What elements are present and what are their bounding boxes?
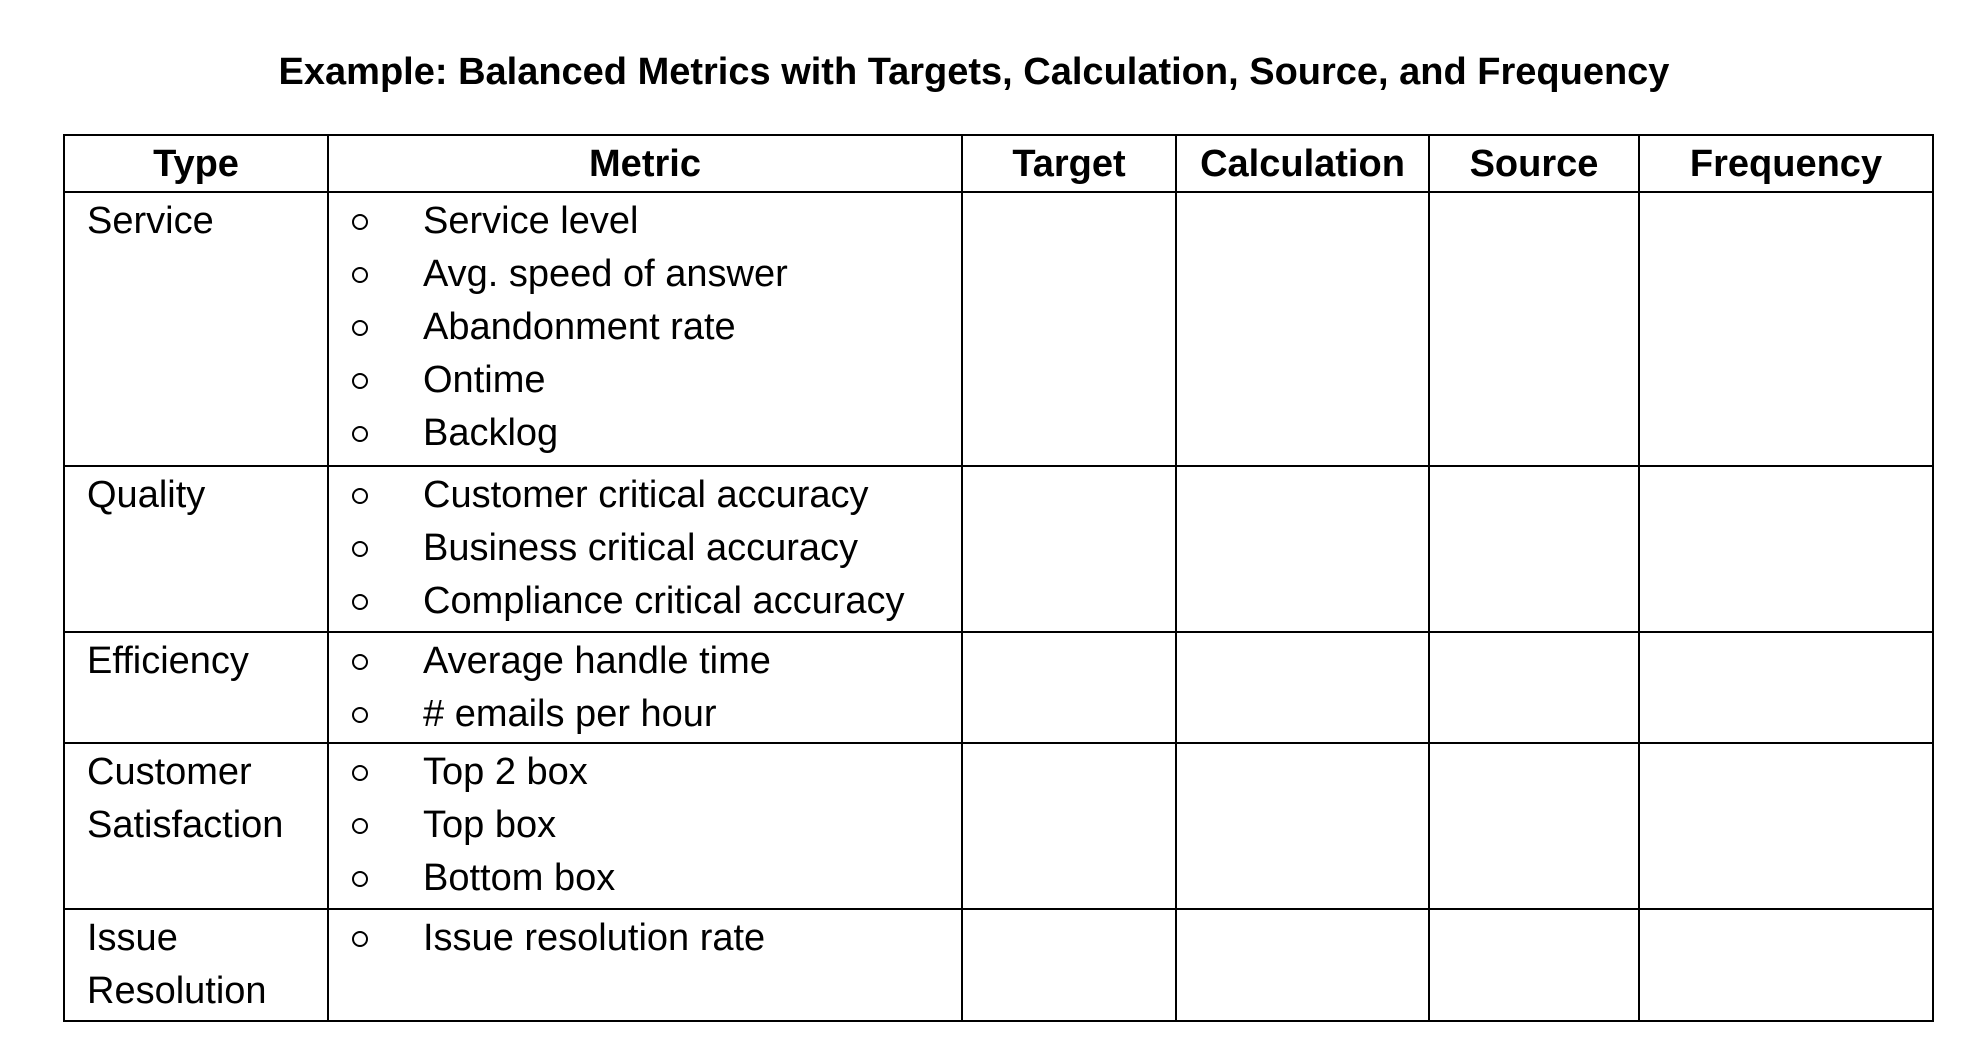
list-item [329,799,961,852]
header-target: Target [962,135,1176,192]
circle-bullet-icon [352,320,368,336]
list-item [329,407,961,460]
circle-bullet-icon [352,267,368,283]
circle-bullet-icon [352,541,368,557]
source-cell [1429,192,1639,466]
list-item [329,852,961,905]
type-label: Service [87,200,214,242]
table-row [64,743,1933,909]
calculation-cell [1176,192,1429,466]
metric-label: Bottom box [423,857,616,899]
source-cell [1429,466,1639,632]
metric-label: Top 2 box [423,751,588,793]
metric-cell [328,632,962,743]
list-item [329,635,961,688]
list-item [329,195,961,248]
metric-label: Service level [423,200,639,242]
type-label: Efficiency [87,640,249,682]
metric-cell [328,466,962,632]
frequency-cell [1639,632,1933,743]
metric-label: Average handle time [423,640,771,682]
list-item [329,575,961,628]
target-cell [962,192,1176,466]
page-title: Example: Balanced Metrics with Targets, Calculation, Source, and Frequency [278,51,1670,93]
header-metric: Metric [328,135,962,192]
type-label: Customer Satisfaction [87,751,284,846]
circle-bullet-icon [352,931,368,947]
metric-label: # emails per hour [423,693,717,735]
list-item [329,248,961,301]
list-item [329,688,961,741]
frequency-cell [1639,743,1933,909]
type-cell [64,466,328,632]
metric-list [329,912,961,965]
source-cell [1429,909,1639,1021]
type-cell [64,632,328,743]
list-item [329,469,961,522]
source-cell [1429,632,1639,743]
metric-list [329,195,961,460]
circle-bullet-icon [352,765,368,781]
type-label: Quality [87,474,206,516]
header-source: Source [1429,135,1639,192]
circle-bullet-icon [352,707,368,723]
table-row [64,466,1933,632]
circle-bullet-icon [352,654,368,670]
target-cell [962,632,1176,743]
table-header-row [64,135,1933,192]
header-type: Type [64,135,328,192]
metric-label: Ontime [423,359,546,401]
list-item [329,301,961,354]
header-frequency: Frequency [1639,135,1933,192]
table-row [64,909,1933,1021]
calculation-cell [1176,466,1429,632]
metric-cell [328,909,962,1021]
circle-bullet-icon [352,871,368,887]
calculation-cell [1176,909,1429,1021]
frequency-cell [1639,909,1933,1021]
table-row [64,632,1933,743]
circle-bullet-icon [352,818,368,834]
list-item [329,354,961,407]
type-label: Issue Resolution [87,917,267,1012]
circle-bullet-icon [352,594,368,610]
source-cell [1429,743,1639,909]
type-cell [64,909,328,1021]
table-row [64,192,1933,466]
metric-cell [328,743,962,909]
metric-list [329,469,961,628]
metric-label: Avg. speed of answer [423,253,788,295]
list-item [329,912,961,965]
frequency-cell [1639,192,1933,466]
metric-label: Business critical accuracy [423,527,859,569]
metric-label: Top box [423,804,557,846]
balanced-metrics-table [63,134,1934,1022]
metric-list [329,635,961,741]
circle-bullet-icon [352,214,368,230]
metric-label: Issue resolution rate [423,917,766,959]
frequency-cell [1639,466,1933,632]
metric-label: Backlog [423,412,559,454]
calculation-cell [1176,632,1429,743]
target-cell [962,466,1176,632]
calculation-cell [1176,743,1429,909]
metric-label: Abandonment rate [423,306,736,348]
metric-list [329,746,961,905]
target-cell [962,743,1176,909]
metric-label: Customer critical accuracy [423,474,869,516]
type-cell [64,743,328,909]
list-item [329,522,961,575]
circle-bullet-icon [352,426,368,442]
target-cell [962,909,1176,1021]
metric-label: Compliance critical accuracy [423,580,905,622]
list-item [329,746,961,799]
circle-bullet-icon [352,488,368,504]
metric-cell [328,192,962,466]
circle-bullet-icon [352,373,368,389]
header-calculation: Calculation [1176,135,1429,192]
type-cell [64,192,328,466]
